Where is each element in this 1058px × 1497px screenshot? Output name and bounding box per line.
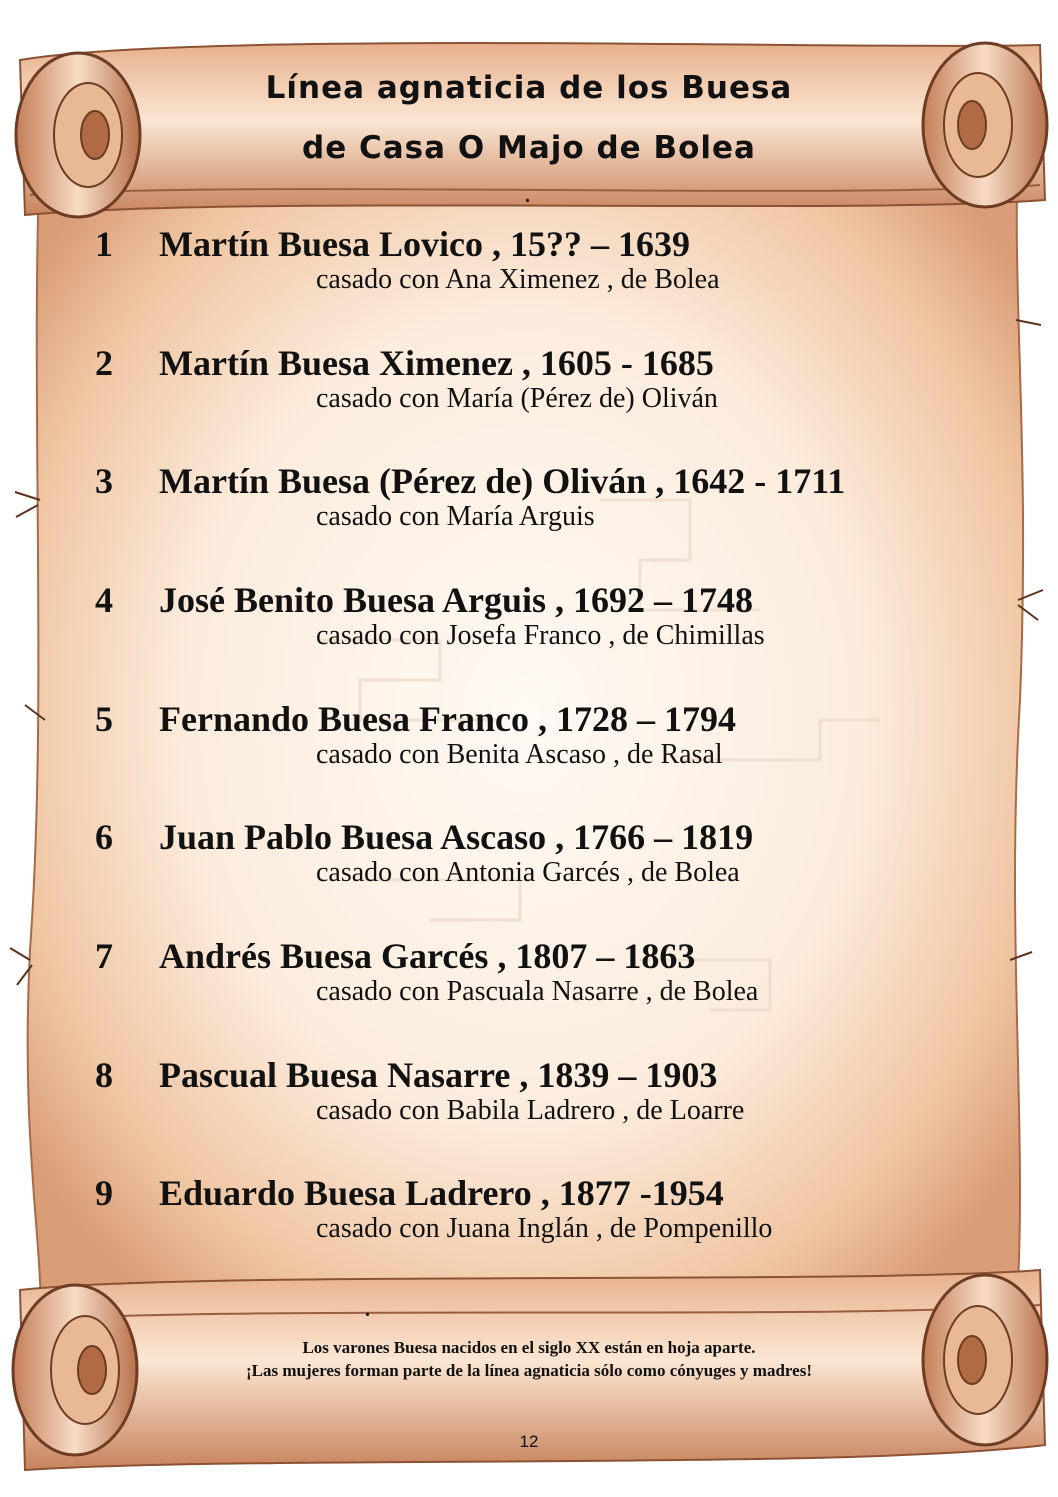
spouse-line: casado con Benita Ascaso , de Rasal (316, 739, 723, 770)
ancestor-name: Pascual Buesa Nasarre , 1839 – 1903 (159, 1055, 718, 1095)
generation-number: 1 (95, 224, 113, 264)
spouse-line: casado con Josefa Franco , de Chimillas (316, 620, 765, 651)
spouse-line: casado con Pascuala Nasarre , de Bolea (316, 976, 759, 1007)
lineage-entry (0, 1055, 1058, 1135)
lineage-entry (0, 461, 1058, 541)
spouse-line: casado con María Arguis (316, 501, 595, 532)
spouse-line: casado con Babila Ladrero , de Loarre (316, 1095, 745, 1126)
generation-number: 5 (95, 699, 113, 739)
spouse-line: casado con Juana Inglán , de Pompenillo (316, 1213, 773, 1244)
footer-note-2: ¡Las mujeres forman parte de la línea agnaticia sólo como cónyuges y madres! (246, 1361, 812, 1380)
generation-number: 7 (95, 936, 113, 976)
generation-number: 9 (95, 1173, 113, 1213)
generation-number: 4 (95, 580, 113, 620)
separator-dot: . (525, 185, 530, 207)
page-number: 12 (519, 1432, 539, 1451)
lineage-entry (0, 343, 1058, 423)
ancestor-name: Martín Buesa Lovico , 15?? – 1639 (159, 224, 690, 264)
ancestor-name: Fernando Buesa Franco , 1728 – 1794 (159, 699, 737, 739)
generation-number: 2 (95, 343, 113, 383)
lineage-entry (0, 224, 1058, 304)
lineage-entry (0, 817, 1058, 897)
spouse-line: casado con María (Pérez de) Oliván (316, 383, 718, 414)
lineage-entry (0, 936, 1058, 1016)
ancestor-name: Martín Buesa Ximenez , 1605 - 1685 (159, 343, 714, 383)
ancestor-name: Martín Buesa (Pérez de) Oliván , 1642 - 1711 (159, 461, 846, 501)
lineage-entry (0, 580, 1058, 660)
separator-dot: . (365, 1299, 370, 1321)
generation-number: 8 (95, 1055, 113, 1095)
ancestor-name: José Benito Buesa Arguis , 1692 – 1748 (159, 580, 754, 620)
generation-number: 6 (95, 817, 113, 857)
page-title-line-2: de Casa O Majo de Bolea (302, 130, 756, 166)
footer-note-1: Los varones Buesa nacidos en el siglo XX están en hoja aparte. (302, 1338, 756, 1357)
spouse-line: casado con Antonia Garcés , de Bolea (316, 857, 740, 888)
lineage-entry (0, 1173, 1058, 1253)
spouse-line: casado con Ana Ximenez , de Bolea (316, 264, 720, 295)
lineage-entry (0, 699, 1058, 779)
ancestor-name: Andrés Buesa Garcés , 1807 – 1863 (159, 936, 696, 976)
ancestor-name: Eduardo Buesa Ladrero , 1877 -1954 (159, 1173, 724, 1213)
generation-number: 3 (95, 461, 113, 501)
ancestor-name: Juan Pablo Buesa Ascaso , 1766 – 1819 (159, 817, 754, 857)
page-title-line-1: Línea agnaticia de los Buesa (265, 70, 793, 106)
